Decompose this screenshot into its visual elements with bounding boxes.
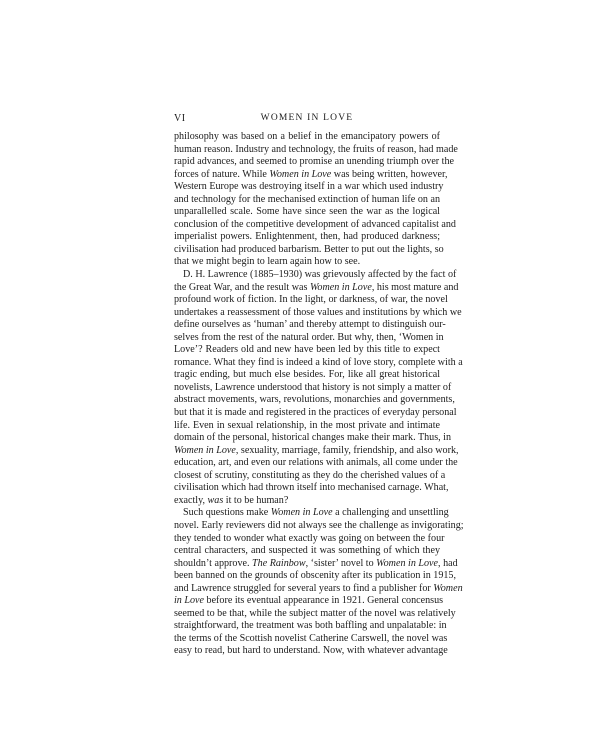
text-run: they tended to wonder what exactly was going on between the four [174,532,445,544]
text-run: romance. What they find is indeed a kind of love story, complete with a [174,356,463,368]
italic-title: in Love [174,595,204,607]
text-line [174,256,440,269]
italic-title: Women in Love [376,557,439,569]
text-run: philosophy was based on a belief in the emancipatory powers of [174,131,440,142]
text-run: easy to read, but hard to understand. Now, with whatever advantage [174,645,448,657]
text-line [174,281,459,295]
text-run: central characters, and suspected it was something of which they [174,545,440,557]
text-line [174,319,446,332]
text-line [174,407,457,420]
text-run: civilisation had produced barbarism. Better to put out the lights, so [174,243,444,255]
text-run: closest of scrutiny, constituting as they do the cherished values of a [174,469,446,481]
text-run: was being written, however, [331,168,448,180]
text-line [174,595,444,608]
text-run: that we might begin to learn again how to see. [174,256,361,268]
text-run: selves from the rest of the natural order. But why, then, ‘Women in [174,331,444,343]
text-line [174,444,459,458]
text-run: life. Even in sexual relationship, in the most private and intimate [174,419,440,431]
text-line [174,306,462,320]
text-run: Western Europe was destroying itself in a war which used industry [174,181,444,193]
text-line [174,607,456,621]
paragraph [174,507,464,658]
page-number: VI [174,113,186,124]
text-run: but that it is made and registered in the practices of everyday personal [174,407,457,419]
text-line [174,545,440,558]
text-line [174,206,440,219]
text-run: education, art, and even our relations with animals, all come under the [174,457,458,469]
text-run: tragic ending, but much else besides. For, like all great historical [174,369,440,381]
text-run: Such questions make [183,507,271,519]
text-run: rapid advances, and seemed to promise an unending triumph over the [174,156,455,168]
text-line [174,620,447,633]
text-run: , his most mature and [371,281,459,293]
text-line [174,519,464,533]
text-run: civilisation which had thrown itself into mechanised carnage. What, [174,482,449,494]
text-line [174,582,463,596]
text-run: unparallelled scale. Some have since seen the war as the logical [174,206,440,218]
text-run: human reason. Industry and technology, the fruits of reason, had made [174,143,458,155]
text-line [174,457,458,470]
text-run: profound work of fiction. In the light, or darkness, of war, the novel [174,294,448,306]
text-run: undertakes a reassessment of those values and institutions by which we [174,306,462,318]
italic-title: Women in Love [269,168,332,180]
text-line [174,294,448,307]
text-line [174,532,445,546]
running-title: WOMEN IN LOVE [260,113,354,123]
running-header [174,113,440,127]
italic-title: Women in Love [309,281,372,293]
text-line [174,168,448,182]
text-run: shouldn’t approve. [174,557,253,569]
text-run: a challenging and unsettling [332,507,449,519]
text-line [174,156,455,169]
text-run: and technology for the mechanised extinction of human life on an [174,193,440,205]
text-run: imperialist powers. Enlightenment, then, had produced darkness; [174,231,440,243]
paragraph [174,131,458,269]
text-line [174,482,449,495]
text-line [174,194,440,207]
text-line [174,394,455,407]
body-text [174,131,464,658]
text-run: novelists, Lawrence understood that history is not simply a matter of [174,381,452,393]
text-run: and Lawrence struggled for several years to find a publisher for [174,582,434,594]
text-run: exactly, [174,494,208,506]
text-run: forces of nature. While [174,168,270,180]
text-line [174,632,448,646]
text-line [174,432,452,445]
text-line [174,344,440,357]
text-run: , ‘sister’ novel to [305,557,377,569]
text-line [174,131,440,144]
text-line [174,420,440,433]
text-line [174,218,456,232]
text-run: D. H. Lawrence (1885–1930) was grievously affected by the fact of [183,269,457,281]
paragraph [174,269,463,507]
text-line [174,469,446,483]
text-line [174,381,452,395]
text-line [174,570,456,583]
text-run: seemed to be that, while the subject matter of the novel was relatively [174,607,456,619]
text-line [174,143,458,157]
text-run: , sexuality, marriage, family, friendship, and also work, [235,444,459,456]
text-line [174,269,457,282]
italic-title: The Rainbow [252,557,306,569]
text-run: it to be human? [223,494,289,506]
text-line [174,495,440,508]
text-run: domain of the personal, historical changes make their mark. Thus, in [174,432,452,444]
text-line [174,645,448,658]
text-line [174,231,440,244]
text-run: conclusion of the competitive development of advanced capitalist and [174,218,456,230]
text-run: abstract movements, wars, revolutions, monarchies and governments, [174,394,455,406]
text-line [174,331,444,345]
text-line [174,243,444,257]
text-run: define ourselves as ‘human’ and thereby attempt to distinguish our- [174,319,446,331]
text-run: before its eventual appearance in 1921. General concensus [204,595,444,607]
italic-title: Women in Love [174,444,236,456]
text-run: the Great War, and the result was [174,281,310,293]
italic-title: Women [433,582,463,594]
text-line [174,557,458,571]
text-line [174,369,440,382]
text-line [174,356,463,370]
italic-title: Women in Love [270,507,333,519]
text-run: straightforward, the treatment was both baffling and unpalatable: in [174,620,447,632]
text-run: been banned on the grounds of obscenity after its publication in 1915, [174,570,456,582]
text-run: novel. Early reviewers did not always see the challenge as invigorating; [174,519,464,531]
text-line [174,181,444,194]
text-run: Love’? Readers old and new have been led by this title to expect [174,344,440,356]
text-run: the terms of the Scottish novelist Catherine Carswell, the novel was [174,632,448,644]
text-run: , had [438,557,458,569]
text-line [174,507,449,520]
italic-title: was [207,494,224,506]
